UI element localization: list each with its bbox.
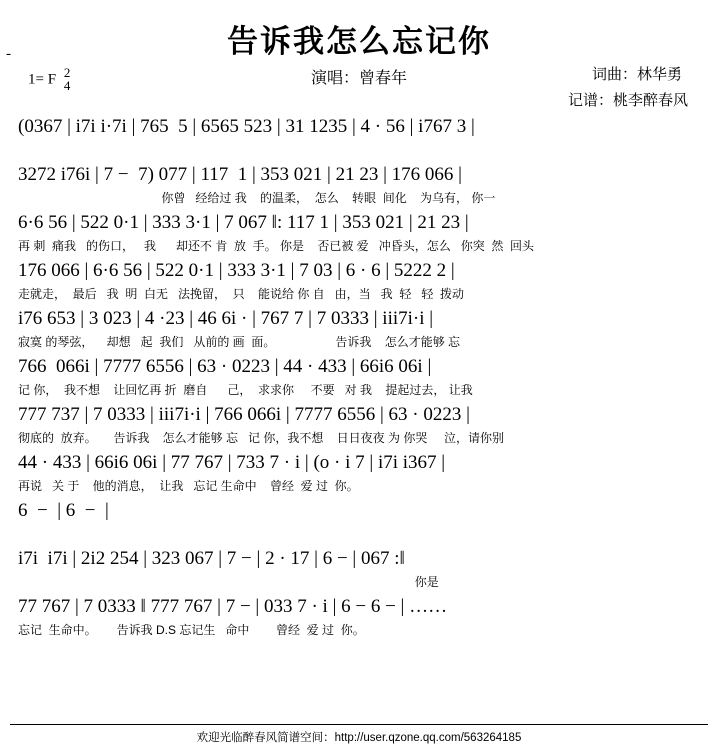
footer-divider [10, 724, 708, 725]
sheet-music-page [0, 16, 718, 751]
notation-row: i76 653 | 3 023 | 4 ·23 | 46 6i · | 767 7 | 7 0333 | iii7i·i | [18, 308, 434, 329]
lyrics-row: 走就走， 最后 我 明 白无 法挽留， 只 能说给 你 自 由，当 我 轻 轻 拨动 [18, 287, 465, 301]
notation-row: 777 737 | 7 0333 | iii7i·i | 766 066i | 7777 6556 | 63 · 0223 | [18, 404, 470, 425]
score-line [18, 161, 700, 207]
notation-row: 6 − | 6 − | [18, 500, 109, 521]
notation-row: i7i i7i | 2i2 254 | 323 067 | 7 − | 2 · 17 | 6 − | 067 :‖ [18, 548, 405, 569]
score-line [18, 449, 700, 495]
lyrics-row: 忘记 生命中。 告诉我 D.S 忘记生 命中 曾经 爱 过 你。 [18, 623, 365, 637]
score-line [18, 257, 700, 303]
lyrics-row [18, 141, 700, 159]
lyrics-row [18, 525, 700, 543]
margin-dash-mark: - [6, 46, 11, 62]
score-line [18, 305, 700, 351]
score-line [18, 113, 700, 159]
notation-row: 3272 i76i | 7 − 7) 077 | 117 1 | 353 021 | 21 23 | 176 066 | [18, 164, 462, 185]
score-line [18, 209, 700, 255]
performer-credit: 演唱：曾春年 [310, 70, 407, 87]
score-line [18, 401, 700, 447]
notation-row: (0367 | i7i i·7i | 765 5 | 6565 523 | 31 1235 | 4 · 56 | i767 3 | [18, 116, 475, 137]
notation-row: 176 066 | 6·6 56 | 522 0·1 | 333 3·1 | 7 03 | 6 · 6 | 5222 2 | [18, 260, 455, 281]
page-title: 告诉我怎么忘记你 [227, 24, 491, 59]
lyrics-row: 你是 [18, 575, 439, 589]
score-line [18, 593, 700, 639]
time-signature-numerator: 2 [63, 65, 71, 80]
composer-credit: 词曲：林华勇 [591, 67, 682, 83]
meta-row [0, 61, 718, 109]
footer-text: 欢迎光临醉春风简谱空间：http://user.qzone.qq.com/563264185 [196, 732, 522, 744]
lyrics-row: 彻底的 放弃。 告诉我 怎么才能够 忘 记 你，我不想 日日夜夜 为 你哭 泣，请你别 [18, 431, 505, 445]
lyrics-row: 再 刺 痛我 的伤口， 我 却还不 肯 放 手。 你是 否已被 爱 冲昏头，怎么 你突 然 回头 [18, 239, 535, 253]
lyrics-row: 你曾 经给过 我 的温柔， 怎么 转眼 间化 为乌有， 你一 [18, 191, 496, 205]
lyrics-row: 记 你， 我不想 让回忆再 折 磨自 己， 求求你 不要 对 我 提起过去， 让我 [18, 383, 473, 397]
notation-row: 766 066i | 7777 6556 | 63 · 0223 | 44 · 433 | 66i6 06i | [18, 356, 432, 377]
key-signature-text: 1= F [28, 71, 57, 88]
lyrics-row: 再说 关 于 他的消息， 让我 忘记 生命中 曾经 爱 过 你。 [18, 479, 359, 493]
score-body [0, 113, 718, 639]
lyrics-row: 寂寞 的琴弦， 却想 起 我们 从前的 画 面。 告诉我 怎么才能够 忘 [18, 335, 461, 349]
notation-row: 77 767 | 7 0333 ‖ 777 767 | 7 − | 033 7 · i | 6 − 6 − | …… [18, 596, 448, 617]
score-line [18, 545, 700, 591]
score-line [18, 353, 700, 399]
notation-credit: 记谱：桃李醉春风 [567, 93, 688, 109]
notation-row: 44 · 433 | 66i6 06i | 77 767 | 733 7 · i | (o · i 7 | i7i i367 | [18, 452, 446, 473]
score-line [18, 497, 700, 543]
time-signature-denominator: 4 [63, 78, 71, 93]
notation-row: 6·6 56 | 522 0·1 | 333 3·1 | 7 067 ‖: 117 1 | 353 021 | 21 23 | [18, 212, 469, 233]
